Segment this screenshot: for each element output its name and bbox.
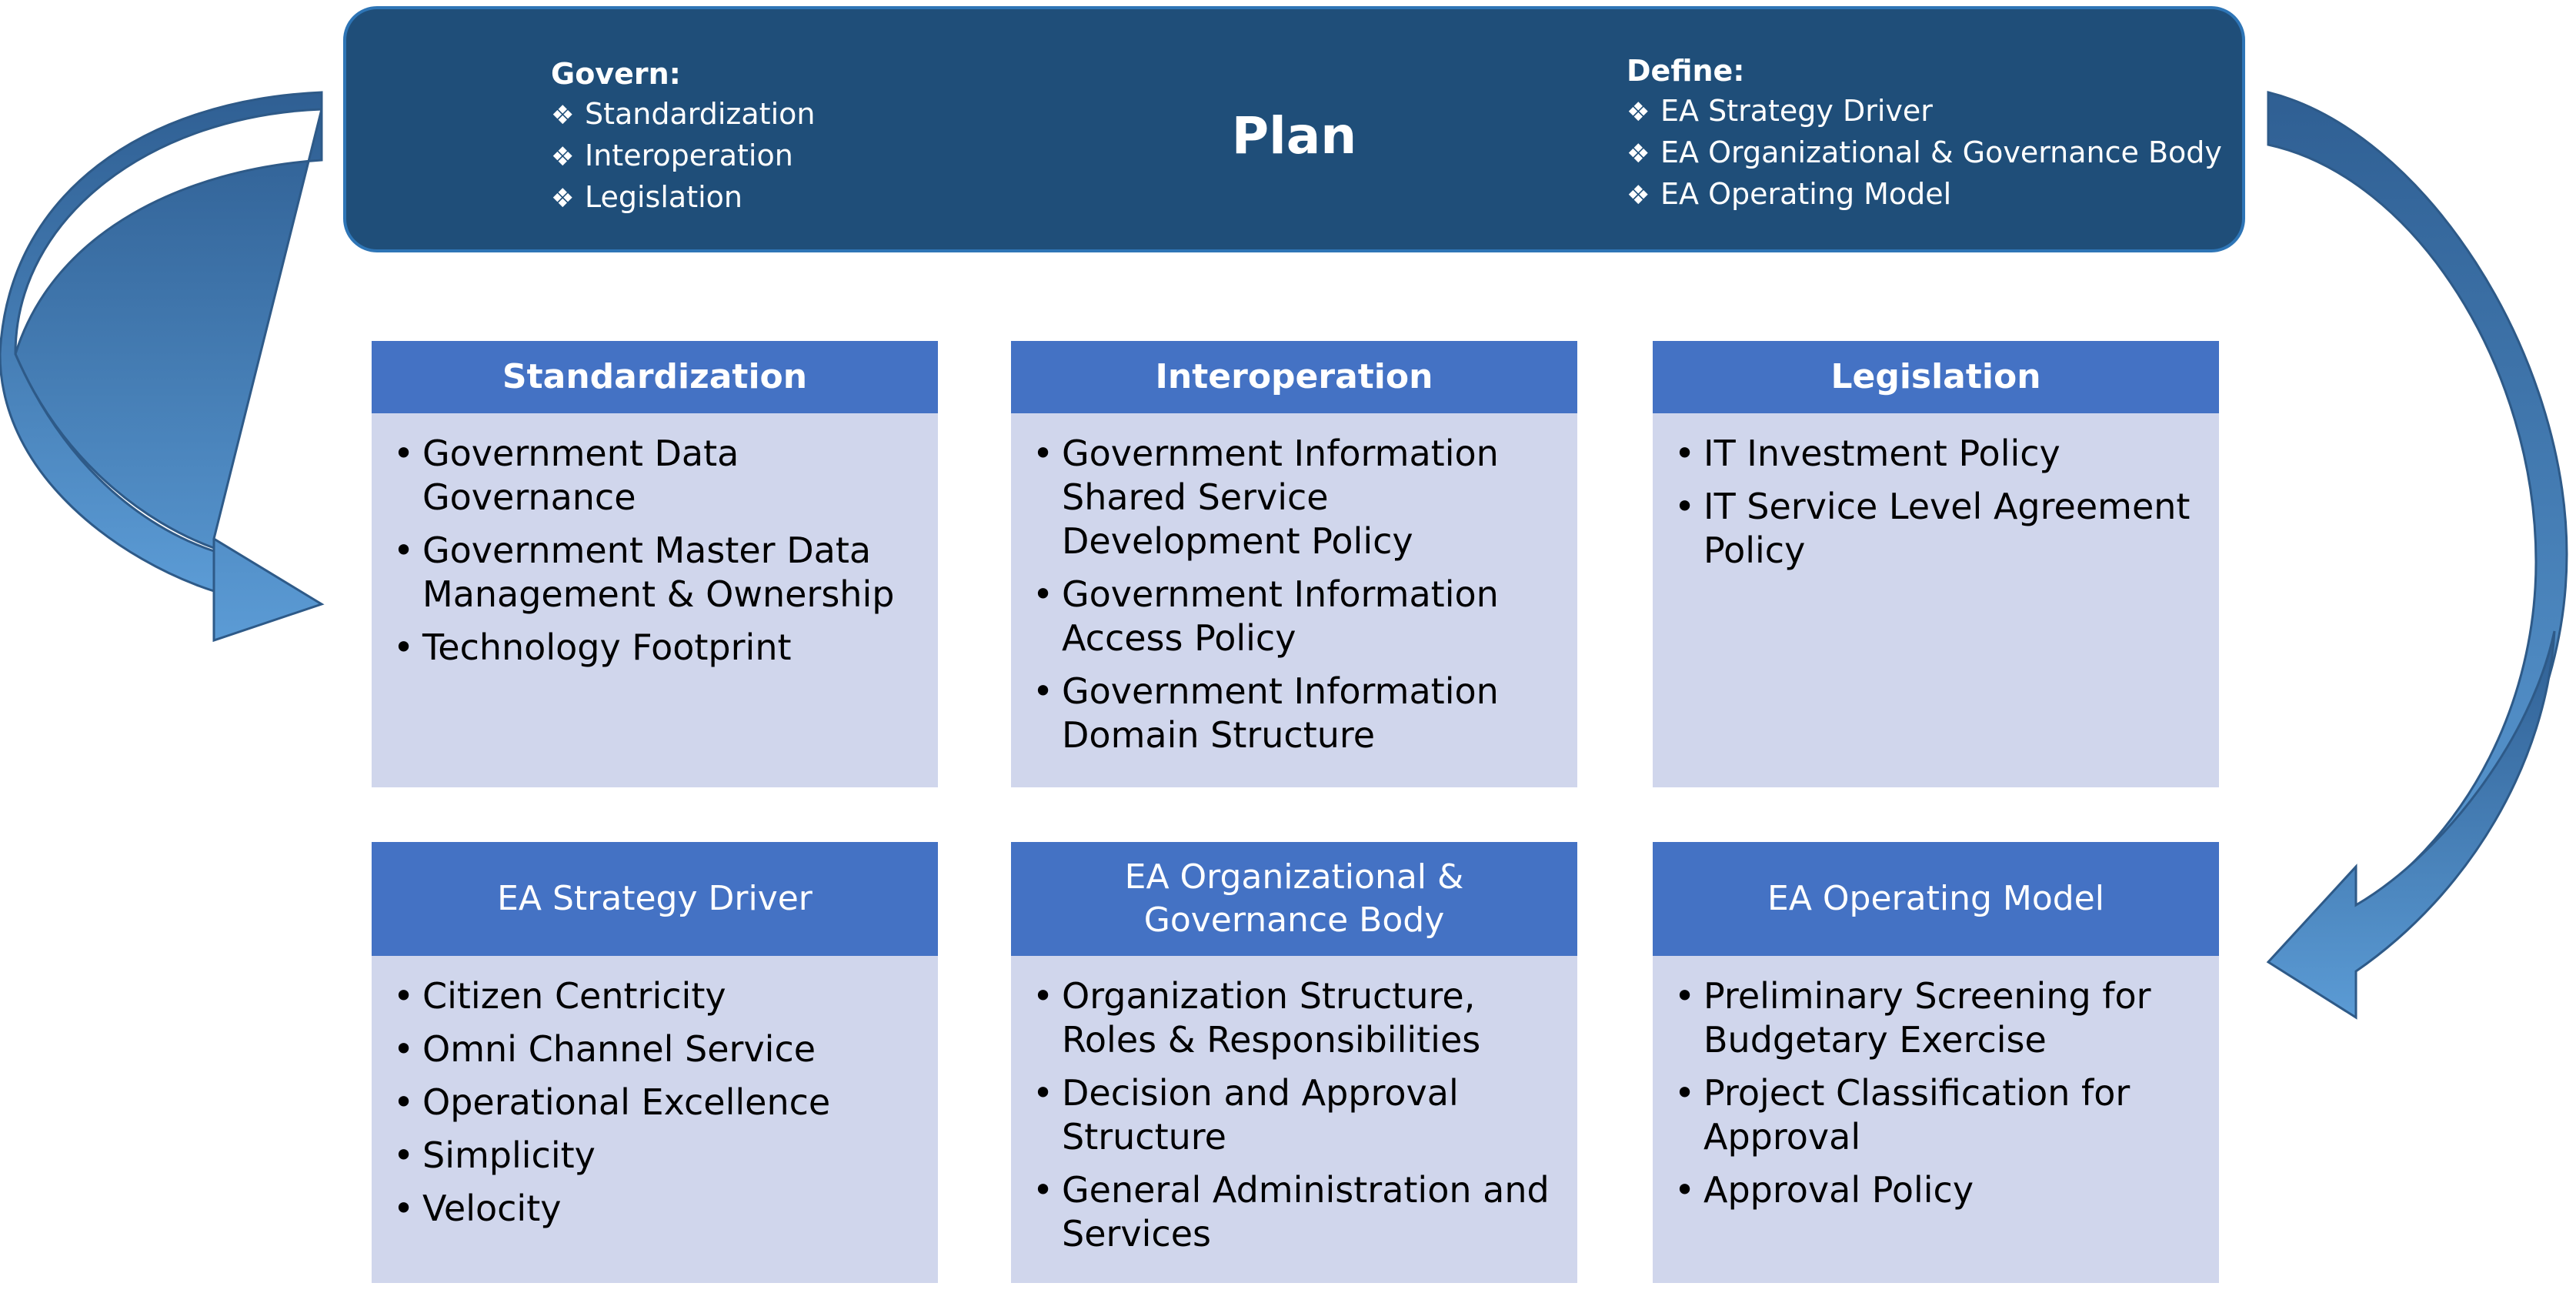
curved-arrow-right-icon (2268, 631, 2554, 1017)
diamond-icon: ❖ (1627, 180, 1650, 211)
diamond-icon: ❖ (1627, 139, 1650, 169)
card-legislation (1653, 341, 2219, 787)
define-item: ❖ EA Operating Model (1627, 174, 2222, 216)
card-title: Standardization (372, 341, 938, 413)
curved-arrow-right-body (2268, 92, 2567, 931)
card-title: EA Organizational & Governance Body (1011, 842, 1577, 956)
define-heading: Define: (1627, 54, 1745, 88)
card-title: Interoperation (1011, 341, 1577, 413)
card-item: • Simplicity (393, 1134, 596, 1176)
govern-item: ❖ Legislation (551, 177, 815, 219)
card-item: • Approval Policy (1674, 1169, 1974, 1211)
card-ea-operating-model (1653, 842, 2219, 1283)
card-item: • Omni Channel Service (393, 1028, 816, 1070)
card-item: • Technology Footprint (393, 626, 792, 668)
define-item: ❖ EA Strategy Driver (1627, 91, 2222, 132)
card-item: • Government Information Access Policy (1033, 573, 1499, 659)
define-item: ❖ EA Organizational & Governance Body (1627, 132, 2222, 174)
card-title: EA Operating Model (1653, 842, 2219, 956)
govern-item: ❖ Standardization (551, 94, 815, 135)
diamond-icon: ❖ (551, 183, 575, 214)
diamond-icon: ❖ (1627, 97, 1650, 128)
govern-heading: Govern: (551, 57, 681, 91)
card-item: • Organization Structure, Roles & Responsibilities (1033, 975, 1481, 1061)
govern-item: ❖ Interoperation (551, 135, 815, 177)
diamond-icon: ❖ (551, 142, 575, 172)
card-interoperation (1011, 341, 1577, 787)
card-item: • Project Classification for Approval (1674, 1072, 2131, 1158)
card-item: • Government Master Data Management & Ownership (393, 530, 895, 615)
card-item: • Operational Excellence (393, 1081, 831, 1123)
card-item: • Preliminary Screening for Budgetary Exercise (1674, 975, 2151, 1061)
card-ea-organizational-governance-body (1011, 842, 1577, 1283)
card-title: Legislation (1653, 341, 2219, 413)
card-title: EA Strategy Driver (372, 842, 938, 956)
card-item: • Government Data Governance (393, 433, 739, 518)
card-item: • Government Information Domain Structure (1033, 670, 1499, 756)
card-item: • Citizen Centricity (393, 975, 726, 1017)
diamond-icon: ❖ (551, 100, 575, 131)
plan-banner (343, 6, 2245, 252)
card-ea-strategy-driver (372, 842, 938, 1283)
card-item: • IT Service Level Agreement Policy (1674, 486, 2191, 571)
card-standardization (372, 341, 938, 787)
define-list (1627, 51, 2222, 216)
plan-title: Plan (1231, 106, 1357, 165)
card-item: • IT Investment Policy (1674, 433, 2060, 474)
card-item: • Velocity (393, 1188, 562, 1229)
card-item: • Decision and Approval Structure (1033, 1072, 1459, 1158)
card-item: • Government Information Shared Service Development Policy (1033, 433, 1499, 562)
card-item: • General Administration and Services (1033, 1169, 1550, 1255)
